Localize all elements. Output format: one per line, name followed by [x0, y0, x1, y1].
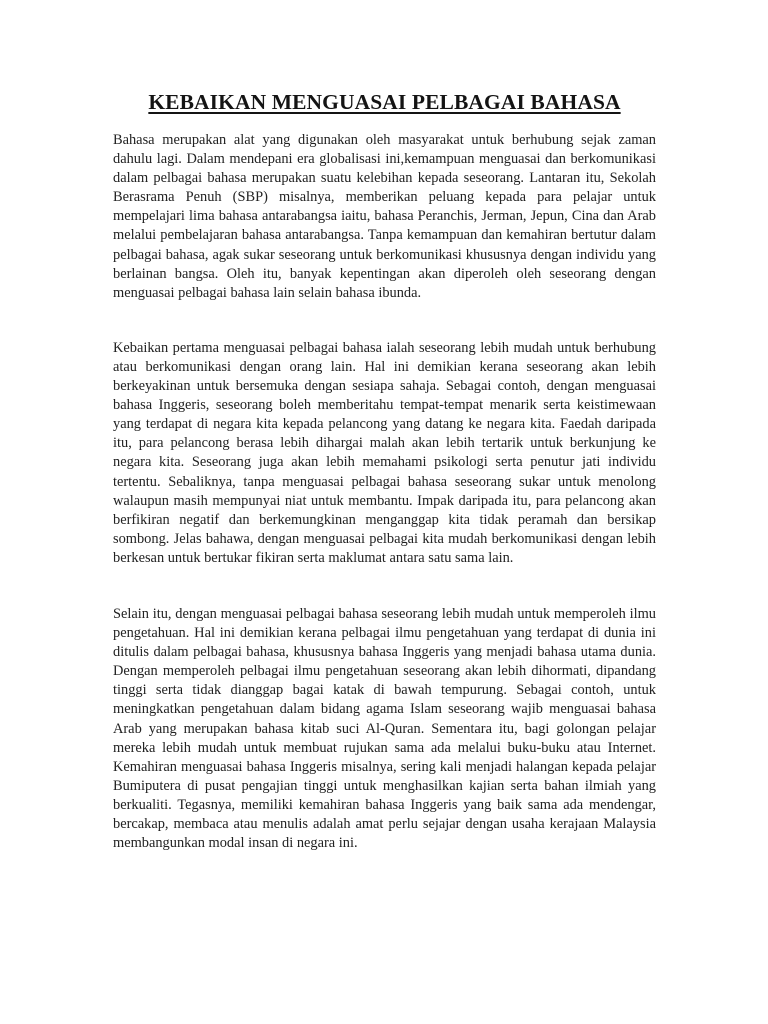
paragraph-spacer	[113, 303, 656, 339]
paragraph-second-benefit: Selain itu, dengan menguasai pelbagai bahasa seseorang lebih mudah untuk memperoleh ilmu pengetahuan. Hal ini demikian kerana pelbagai ilmu pengetahuan yang terdapat di dunia ini ditulis dalam pelbagai bahasa, khususnya bahasa Inggeris yang menjadi bahasa utama dunia. Dengan memperoleh pelbagai ilmu pengetahuan seseorang akan lebih dihormati, dipandang tinggi serta tidak dianggap bagai katak di bawah tempurung. Sebagai contoh, untuk meningkatkan pengetahuan dalam bidang agama Islam seseorang wajib menguasai bahasa Arab yang merupakan bahasa kitab suci Al-Quran. Sementara itu, bagi golongan pelajar mereka lebih mudah untuk membuat rujukan sama ada melalui buku-buku atau Internet. Kemahiran menguasai bahasa Inggeris misalnya, sering kali menjadi halangan kepada pelajar Bumiputera di pusat pengajian tinggi untuk menghasilkan kajian serta bahan ilmiah yang berkualiti. Tegasnya, memiliki kemahiran bahasa Inggeris yang baik sama ada mendengar, bercakap, membaca atau menulis adalah amat perlu sejajar dengan usaha kerajaan Malaysia membangunkan modal insan di negara ini.	[113, 605, 656, 852]
paragraph-spacer	[113, 568, 656, 605]
document-title: KEBAIKAN MENGUASAI PELBAGAI BAHASA	[148, 90, 621, 114]
paragraph-first-benefit: Kebaikan pertama menguasai pelbagai bahasa ialah seseorang lebih mudah untuk berhubung atau berkomunikasi dengan orang lain. Hal ini demikian kerana seseorang akan lebih berkeyakinan untuk bersemuka dengan sesiapa sahaja. Sebagai contoh, dengan menguasai bahasa Inggeris, seseorang boleh memberitahu tempat-tempat menarik serta keistimewaan yang terdapat di negara kita kepada pelancong yang datang ke negara kita. Faedah daripada itu, para pelancong berasa lebih dihargai malah akan lebih tertarik untuk berkunjung ke negara kita. Seseorang juga akan lebih memahami psikologi serta penutur jati individu tertentu. Sebaliknya, tanpa menguasai pelbagai bahasa seseorang sukar untuk menolong walaupun masih mempunyai niat untuk membantu. Impak daripada itu, para pelancong akan berfikiran negatif dan berkemungkinan menganggap kita tidak peramah dan bersikap sombong. Jelas bahawa, dengan menguasai pelbagai kita mudah berkomunikasi dengan lebih berkesan untuk bertukar fikiran serta maklumat antara satu sama lain.	[113, 339, 656, 566]
paragraph-introduction: Bahasa merupakan alat yang digunakan oleh masyarakat untuk berhubung sejak zaman dahulu lagi. Dalam mendepani era globalisasi ini,kemampuan menguasai dan berkomunikasi dalam pelbagai bahasa merupakan suatu kelebihan kepada seseorang. Lantaran itu, Sekolah Berasrama Penuh (SBP) misalnya, memberikan peluang kepada para pelajar untuk mempelajari lima bahasa antarabangsa iaitu, bahasa Peranchis, Jerman, Jepun, Cina dan Arab melalui pembelajaran bahasa antarabangsa. Tanpa kemampuan dan kemahiran bertutur dalam pelbagai bahasa, agak sukar seseorang untuk berkomunikasi khususnya dengan individu yang berlainan bangsa. Oleh itu, banyak kepentingan akan diperoleh oleh seseorang dengan menguasai pelbagai bahasa lain selain bahasa ibunda.	[113, 132, 656, 301]
